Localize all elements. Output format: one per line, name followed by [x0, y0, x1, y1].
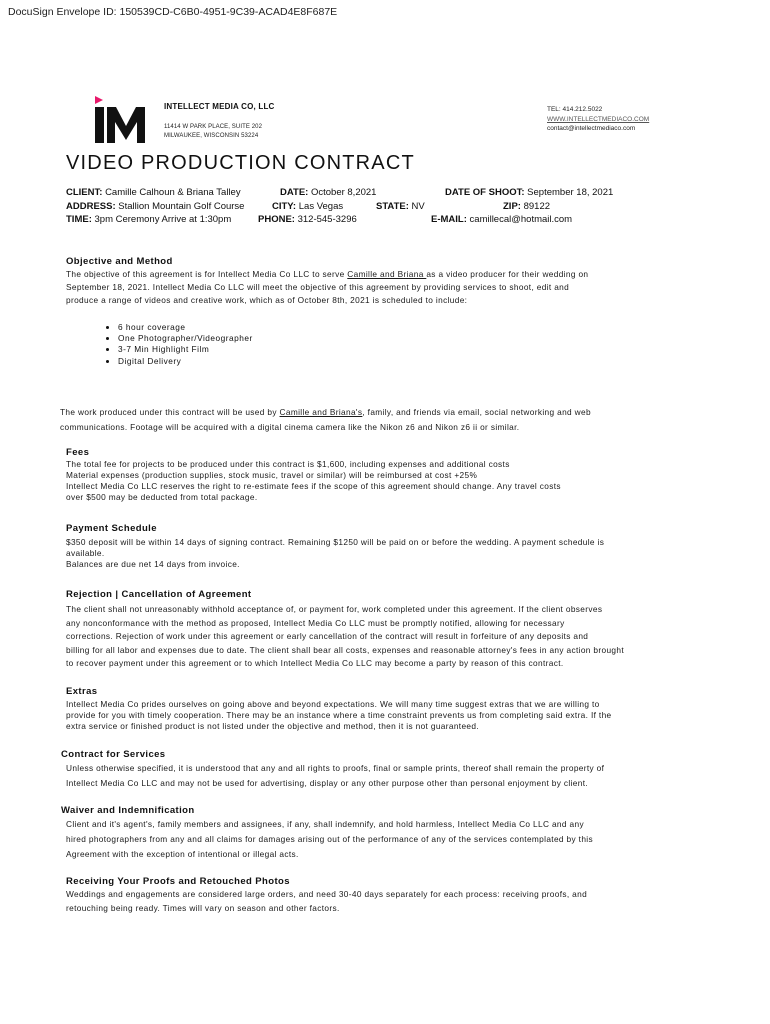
list-item: • Digital Delivery	[118, 356, 253, 367]
company-name: INTELLECT MEDIA CO, LLC	[164, 102, 275, 111]
objective-paragraph: The objective of this agreement is for Intellect Media Co LLC to serve Camille and Briana as a video producer for their wedding on September 18, 2021. Intellect Media Co LLC will meet the objective of this agreement by providing services to shoot, edit and produce a range of videos and creative work, which as of October 8th, 2021 is scheduled to include:	[66, 269, 589, 306]
list-item: • 6 hour coverage	[118, 322, 253, 333]
proofs-heading: Receiving Your Proofs and Retouched Photos	[66, 876, 290, 887]
address-field: ADDRESS: Stallion Mountain Golf Course	[66, 201, 245, 212]
payment-schedule-heading: Payment Schedule	[66, 523, 157, 534]
company-email: contact@intellectmediaco.com	[547, 125, 636, 132]
contract-title: VIDEO PRODUCTION CONTRACT	[66, 152, 415, 174]
deliverables-list	[104, 322, 253, 367]
contract-services-paragraph: Unless otherwise specified, it is understood that any and all rights to proofs, final or sample prints, thereof shall remain the property of Intellect Media Co LLC and may not be used for advertising, display or any other purpose other than personal enjoyment by client.	[66, 763, 605, 788]
company-website-link[interactable]: WWW.INTELLECTMEDIACO.COM	[547, 116, 650, 123]
objective-heading: Objective and Method	[66, 256, 173, 267]
list-item: • One Photographer/Videographer	[118, 333, 253, 344]
fees-paragraph: The total fee for projects to be produced under this contract is $1,600, including expenses and additional costs Material expenses (production supplies, stock music, travel or similar) will be reimbursed at cost +25% Intellect Media Co LLC reserves the right to re-estimate fees if the scope of this agreement should change. Any travel costs over $500 may be deducted from total package.	[66, 459, 561, 502]
company-tel: TEL: 414.212.5022	[547, 106, 603, 113]
proofs-paragraph: Weddings and engagements are considered large orders, and need 30-40 days separately for each process: receiving proofs, and retouching being ready. Times will vary on season and other factors.	[66, 889, 588, 913]
list-item: • 3-7 Min Highlight Film	[118, 344, 253, 355]
payment-schedule-paragraph: $350 deposit will be within 14 days of signing contract. Remaining $1250 will be paid on or before the wedding. A payment schedule is available. Balances are due net 14 days from invoice.	[66, 537, 605, 569]
rejection-paragraph: The client shall not unreasonably withhold acceptance of, or payment for, work completed under this agreement. If the client observes any nonconformance with the method as proposed, Intellect Media Co LLC must be promptly notified, allowing for necessary corrections. Rejection of work under this agreement or early cancellation of the contract will result in forfeiture of any deposits and billing for all labor and expenses due to date. The client shall bear all costs, expenses and reasonable attorney's fees in any action brought to recover payment under this agreement or to which Intellect Media Co LLC may become a party by reason of this contract.	[66, 604, 625, 669]
client-field: CLIENT: Camille Calhoun & Briana Talley	[66, 187, 241, 198]
zip-field: ZIP: 89122	[503, 201, 551, 212]
fees-heading: Fees	[66, 447, 90, 458]
docusign-envelope-id: DocuSign Envelope ID: 150539CD-C6B0-4951-9C39-ACAD4E8F687E	[8, 6, 338, 18]
date-of-shoot-field: DATE OF SHOOT: September 18, 2021	[445, 187, 614, 198]
waiver-heading: Waiver and Indemnification	[61, 805, 195, 816]
date-field: DATE: October 8,2021	[280, 187, 377, 198]
usage-paragraph: The work produced under this contract will be used by Camille and Briana's, family, and friends via email, social networking and web communications. Footage will be acquired with a digital cinema camera like the Nikon z6 and Nikon z6 ii or similar.	[60, 407, 591, 432]
email-field: E-MAIL: camillecal@hotmail.com	[431, 214, 573, 225]
waiver-paragraph: Client and it's agent's, family members and assignees, if any, shall indemnify, and hold harmless, Intellect Media Co LLC and any hired photographers from any and all claims for damages arising out of the performance of any of the services contemplated by this Agreement with the exception of intentional or illegal acts.	[66, 819, 593, 859]
extras-heading: Extras	[66, 686, 98, 697]
rejection-heading: Rejection | Cancellation of Agreement	[66, 589, 252, 600]
extras-paragraph: Intellect Media Co prides ourselves on going above and beyond expectations. We will many time suggest extras that we are willing to provide for you with timely cooperation. There may be an instance where a time constraint prevents us from completing said extra. If the extra service or finished product is not listed under the objective and method, then it is not guaranteed.	[66, 699, 612, 731]
company-address-2: MILWAUKEE, WISCONSIN 53224	[164, 133, 259, 139]
contract-services-heading: Contract for Services	[61, 749, 166, 760]
intellect-media-logo	[94, 96, 146, 144]
logo-play-icon	[95, 96, 103, 104]
state-field: STATE: NV	[376, 201, 425, 212]
company-address-1: 11414 W PARK PLACE, SUITE 202	[164, 124, 263, 130]
time-field: TIME: 3pm Ceremony Arrive at 1:30pm	[66, 214, 232, 225]
phone-field: PHONE: 312-545-3296	[258, 214, 357, 225]
city-field: CITY: Las Vegas	[272, 201, 344, 212]
